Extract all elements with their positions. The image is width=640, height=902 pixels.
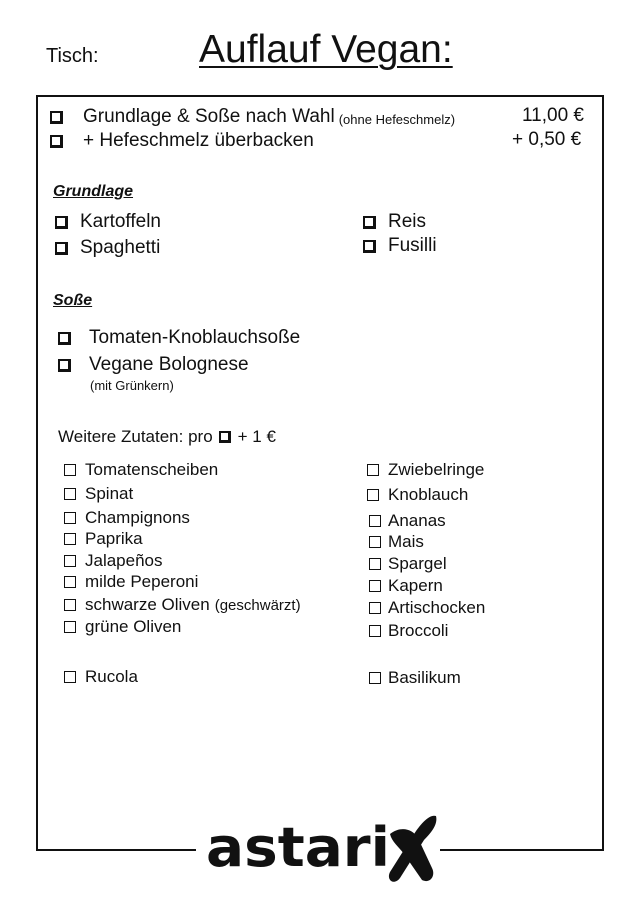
extra-label: Spargel <box>388 554 447 573</box>
extra-knoblauch <box>367 485 468 505</box>
section-title-grundlage: Grundlage <box>53 183 134 200</box>
extra-label: Kapern <box>388 576 443 595</box>
extra-label: milde Peperoni <box>85 572 199 591</box>
checkbox[interactable] <box>367 464 379 476</box>
option-label: Vegane Bolognese <box>89 354 249 375</box>
extra-label: Zwiebelringe <box>388 460 485 479</box>
option-label: Fusilli <box>388 235 437 256</box>
section-title-sosse: Soße <box>53 292 93 309</box>
extra-label: schwarze Oliven <box>85 595 210 614</box>
checkbox[interactable] <box>64 599 76 611</box>
checkbox[interactable] <box>369 558 381 570</box>
base-price: 11,00 € <box>522 105 584 126</box>
checkbox[interactable] <box>369 625 381 637</box>
extra-rucola <box>64 667 138 687</box>
table-label: Tisch: <box>46 45 99 67</box>
checkbox[interactable] <box>369 515 381 527</box>
extra-label: Artischocken <box>388 598 486 617</box>
extra-label: Knoblauch <box>388 485 469 504</box>
extra-broccoli <box>369 621 448 641</box>
extra-paprika <box>64 529 143 549</box>
logo-text: astari <box>206 816 390 879</box>
checkbox[interactable] <box>64 576 76 588</box>
checkbox[interactable] <box>58 359 71 372</box>
base-label: Grundlage & Soße nach Wahl <box>83 106 335 127</box>
extras-title-prefix: Weitere Zutaten: pro <box>58 427 213 446</box>
extra-label: Jalapeños <box>85 551 163 570</box>
option-label: Reis <box>388 211 427 232</box>
extra-schwarze-oliven <box>64 595 301 615</box>
base-checkbox[interactable] <box>50 111 63 124</box>
checkbox[interactable] <box>64 488 76 500</box>
logo-x-mark <box>389 816 436 882</box>
option-reis <box>363 211 426 233</box>
checkbox[interactable] <box>58 332 71 345</box>
checkbox[interactable] <box>64 533 76 545</box>
extra-label: Tomatenscheiben <box>85 460 219 479</box>
checkbox[interactable] <box>64 621 76 633</box>
checkbox[interactable] <box>369 672 381 684</box>
extra-label: Champignons <box>85 508 190 527</box>
option-vegane-bolognese <box>58 354 249 376</box>
option-label: Spaghetti <box>80 237 161 258</box>
extra-label: Paprika <box>85 529 143 548</box>
extra-note: (geschwärzt) <box>214 596 301 614</box>
bolognese-note: (mit Grünkern) <box>90 378 174 393</box>
option-label: Tomaten-Knoblauchsoße <box>89 327 301 348</box>
extra-label: Broccoli <box>388 621 449 640</box>
extra-spinat <box>64 484 133 504</box>
checkbox[interactable] <box>369 536 381 548</box>
extra-label: Ananas <box>388 511 446 530</box>
price-line-base <box>50 106 455 128</box>
extra-artischocken <box>369 598 485 618</box>
extra-label: Spinat <box>85 484 134 503</box>
checkbox[interactable] <box>55 242 68 255</box>
checkbox[interactable] <box>367 489 379 501</box>
extra-label: grüne Oliven <box>85 617 182 636</box>
option-kartoffeln <box>55 211 161 233</box>
checkbox[interactable] <box>369 602 381 614</box>
base-note: (ohne Hefeschmelz) <box>338 111 456 127</box>
option-fusilli <box>363 235 437 257</box>
checkbox[interactable] <box>64 464 76 476</box>
checkbox[interactable] <box>55 216 68 229</box>
extra-jalapenos <box>64 551 163 571</box>
extra-zwiebelringe <box>367 460 484 480</box>
extras-title <box>58 427 276 447</box>
extra-champignons <box>64 508 190 528</box>
cheese-label: + Hefeschmelz überbacken <box>83 130 314 151</box>
checkbox[interactable] <box>369 580 381 592</box>
astarix-logo <box>200 806 440 888</box>
extra-spargel <box>369 554 447 574</box>
option-tomaten-knoblauchsosse <box>58 327 300 349</box>
checkbox[interactable] <box>64 555 76 567</box>
checkbox[interactable] <box>64 512 76 524</box>
cheese-checkbox[interactable] <box>50 135 63 148</box>
extra-basilikum <box>369 668 461 688</box>
extras-checkbox-symbol <box>219 431 231 443</box>
extra-mais <box>369 532 424 552</box>
option-spaghetti <box>55 237 160 259</box>
extra-label: Mais <box>388 532 424 551</box>
extra-tomatenscheiben <box>64 460 218 480</box>
extra-kapern <box>369 576 443 596</box>
page-title: Auflauf Vegan: <box>199 28 453 71</box>
extra-ananas <box>369 511 446 531</box>
extra-label: Rucola <box>85 667 138 686</box>
extra-label: Basilikum <box>388 668 461 687</box>
checkbox[interactable] <box>363 216 376 229</box>
price-line-cheese <box>50 130 314 152</box>
option-label: Kartoffeln <box>80 211 161 232</box>
extra-milde-peperoni <box>64 572 198 592</box>
extras-title-suffix: + 1 € <box>237 427 276 446</box>
cheese-price: + 0,50 € <box>512 129 582 150</box>
checkbox[interactable] <box>64 671 76 683</box>
checkbox[interactable] <box>363 240 376 253</box>
extra-gruene-oliven <box>64 617 181 637</box>
